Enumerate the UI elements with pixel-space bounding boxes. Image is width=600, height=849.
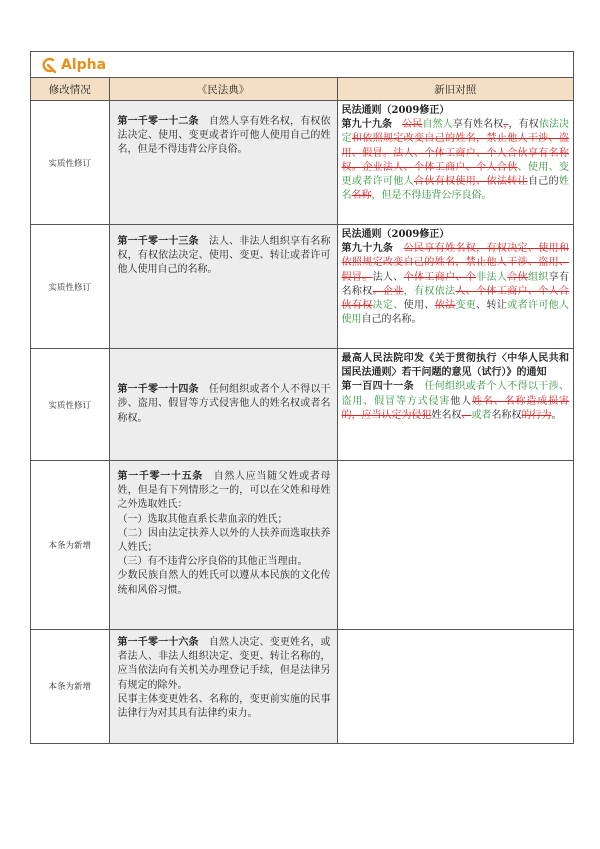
old-article-number: 第九十九条: [341, 243, 394, 255]
added-text: 决定、: [372, 300, 404, 312]
article-number: 第一千零一十五条: [117, 471, 203, 482]
article-item: （三）有不违背公序良俗的其他正当理由。: [117, 556, 308, 568]
deleted-text: 公民享有姓名权，有权决定、使用和依照规定改变自己的姓名，禁止他人干涉、盗用、假冒。: [341, 243, 570, 283]
added-text: 变更: [455, 300, 477, 312]
added-text: 依法决定: [341, 119, 570, 145]
source-law: 民法通则（2009修正）: [341, 105, 450, 116]
revision-status: 实质性修订: [31, 225, 109, 349]
civil-code-article: [109, 225, 337, 349]
article-number: 第一千零一十三条: [117, 236, 199, 247]
added-text: 自然人: [422, 119, 453, 131]
unchanged-text: 享有名称权: [341, 271, 570, 297]
brand-name: Alpha: [61, 56, 107, 73]
unchanged-text: 姓名权: [431, 409, 462, 421]
article-number: 第一千零一十六条: [117, 637, 199, 648]
law-comparison-sheet: [30, 51, 574, 744]
source-law: 最高人民法院印发《关于贯彻执行〈中华人民共和国民法通则〉若干问题的意见（试行）》的通知: [341, 353, 569, 379]
revision-status: 本条为新增: [31, 461, 109, 630]
header-comparison: 新旧对照: [337, 78, 573, 101]
article-number: 第一千零一十二条: [117, 116, 199, 127]
added-text: ，有权依法: [403, 285, 456, 297]
civil-code-article: [109, 461, 337, 630]
deleted-text: 姓名、名称造成损害的，应当认定为侵犯: [341, 395, 569, 421]
article-text: 自然人享有姓名权，有权依法决定、使用、变更或者许可他人使用自己的姓名，但是不得违背公序良俗。: [117, 116, 331, 156]
revision-status: 本条为新增: [31, 630, 109, 743]
old-article-number: 第九十九条: [341, 119, 393, 131]
article-text: 自然人决定、变更姓名，或者法人、非法人组织决定、变更、转让名称的，应当依法向有关机关办理登记手续，但是法律另有规定的除外。: [117, 637, 331, 691]
civil-code-article: [109, 630, 337, 743]
article-text: 任何组织或者个人不得以干涉、盗用、假冒等方式侵害他人的姓名权或者名称权。: [117, 384, 331, 424]
unchanged-text: 自己的: [527, 176, 560, 188]
added-text: 或者许可他人使用: [341, 300, 570, 326]
header-status: 修改情况: [31, 78, 109, 101]
table-header-row: [31, 78, 573, 101]
deleted-text: 个体工商户、个: [403, 271, 477, 283]
table-row: [31, 225, 573, 349]
article-paragraph: 少数民族自然人的姓氏可以遵从本民族的文化传统和风俗习惯。: [117, 570, 331, 596]
article-item: （二）因由法定扶养人以外的人扶养而选取扶养人姓氏；: [117, 527, 331, 554]
added-text: 姓名: [341, 176, 570, 202]
deleted-text: 依法: [434, 300, 456, 312]
revision-status: 实质性修订: [31, 101, 109, 225]
alpha-logo-icon: [39, 56, 57, 74]
old-new-comparison: [337, 101, 573, 225]
table-row: [31, 101, 573, 225]
deleted-text: 人、个体工商户、个人合伙有权: [341, 285, 570, 312]
deleted-text: 。企业: [372, 285, 404, 297]
unchanged-text: 、转让: [476, 300, 508, 312]
civil-code-article: [109, 349, 337, 461]
deleted-text: 合伙: [507, 271, 528, 283]
deleted-text: 和依照规定改变自己的姓名，禁止他人干涉、盗用、假冒。法人、个体工商户、个人合伙享有名称权。企业法人、个体工商户、个人合伙: [341, 133, 570, 173]
deleted-text: 的行为: [521, 409, 552, 421]
old-new-comparison-empty: [337, 461, 573, 630]
article-text: 自然人应当随父姓或者母姓，但是有下列情形之一的，可以在父姓和母姓之外选取姓氏：: [117, 471, 331, 511]
old-article-number: 第一百四十一条: [341, 381, 414, 393]
table-row: [31, 630, 573, 743]
article-paragraph: 民事主体变更姓名、名称的，变更前实施的民事法律行为对其具有法律约束力。: [117, 693, 331, 720]
old-new-comparison-empty: [337, 630, 573, 743]
comparison-table: [31, 78, 573, 743]
deleted-text: 名称: [351, 190, 372, 202]
unchanged-text: 名称权: [491, 409, 522, 421]
source-law: 民法通则（2009修正）: [341, 229, 450, 240]
added-text: 组织: [527, 271, 549, 283]
brand-bar: [31, 52, 573, 78]
header-civil-code: 《民法典》: [109, 78, 337, 101]
added-text: 、使用、变更或者许可他人: [341, 161, 570, 188]
deleted-text: 公民: [402, 119, 423, 131]
article-text: 法人、非法人组织享有名称权，有权依法决定、使用、变更、转让或者许可他人使用自己的名称。: [117, 236, 331, 276]
unchanged-text: 使用、: [403, 300, 435, 312]
unchanged-text: 。: [551, 409, 562, 421]
article-number: 第一千零一十四条: [117, 384, 199, 396]
old-new-comparison: [337, 349, 573, 461]
table-row: [31, 461, 573, 630]
unchanged-text: 他人: [450, 395, 472, 407]
article-item: （一）选取其他直系长辈血亲的姓氏；: [117, 513, 288, 525]
added-text: 或者: [471, 409, 492, 421]
deleted-text: 、: [461, 409, 472, 421]
deleted-text: 合伙有权使用、依法转让: [414, 176, 528, 188]
deleted-text: ，: [503, 119, 509, 131]
old-new-comparison: [337, 225, 573, 349]
unchanged-text: 享有姓名权: [452, 119, 504, 131]
unchanged-text: 法人、: [372, 271, 404, 283]
unchanged-text: ，有权: [508, 119, 539, 131]
added-text: 非法人: [476, 271, 508, 283]
unchanged-text: 自己的名称。: [361, 314, 422, 326]
added-text: 任何组织或者个人不得以干涉、盗用、假冒等方式侵害: [341, 381, 569, 407]
added-text: ，但是不得违背公序良俗。: [371, 190, 492, 202]
revision-status: 实质性修订: [31, 349, 109, 461]
civil-code-article: [109, 101, 337, 225]
table-row: [31, 349, 573, 461]
